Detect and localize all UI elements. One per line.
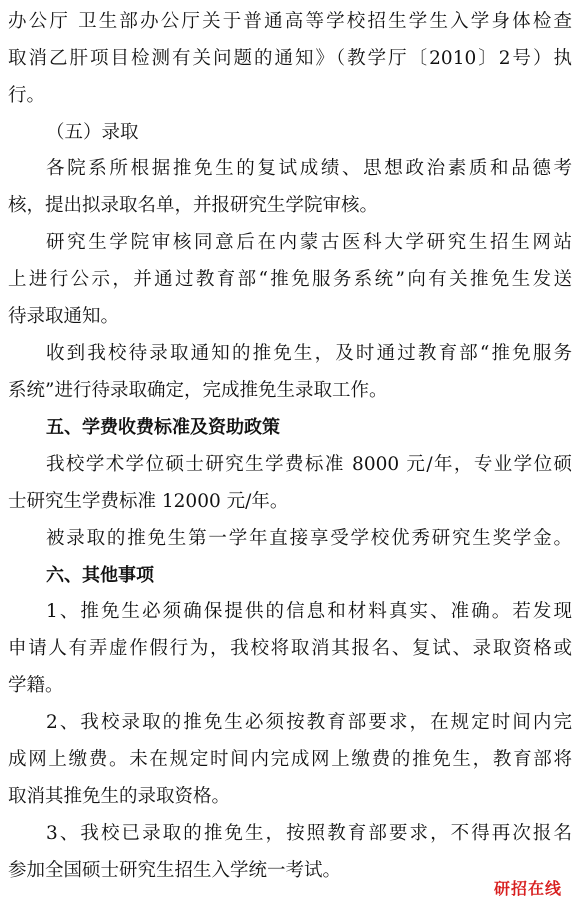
text-line: 成网上缴费。未在规定时间内完成网上缴费的推免生，教育部将 <box>8 749 572 770</box>
text-line: 我校学术学位硕士研究生学费标准 8000 元/年，专业学位硕 <box>46 454 572 475</box>
text-line: 行。 <box>8 85 46 106</box>
text-line: 申请人有弄虚作假行为，我校将取消其报名、复试、录取资格或 <box>8 638 572 659</box>
watermark-logo: 研招在线 <box>493 879 562 898</box>
text-line: 参加全国硕士研究生招生入学统一考试。 <box>8 860 342 881</box>
text-line: 3、我校已录取的推免生，按照教育部要求，不得再次报名 <box>46 823 572 844</box>
text-line: 各院系所根据推免生的复试成绩、思想政治素质和品德考 <box>46 158 572 179</box>
text-line: 研究生学院审核同意后在内蒙古医科大学研究生招生网站 <box>46 232 572 253</box>
text-line: 学籍。 <box>8 675 64 696</box>
text-line: 核，提出拟录取名单，并报研究生学院审核。 <box>8 195 379 216</box>
text-line: 取消乙肝项目检测有关问题的通知》（教学厅〔2010〕2号）执 <box>8 48 572 69</box>
text-line: 上进行公示，并通过教育部“推免服务系统”向有关推免生发送 <box>8 269 572 290</box>
text-line: 办公厅 卫生部办公厅关于普通高等学校招生学生入学身体检查 <box>8 11 572 32</box>
text-line: 待录取通知。 <box>8 306 120 327</box>
text-line: 收到我校待录取通知的推免生，及时通过教育部“推免服务 <box>46 343 572 364</box>
text-line: 系统”进行待录取确定，完成推免生录取工作。 <box>8 380 388 401</box>
text-line: 2、我校录取的推免生必须按教育部要求，在规定时间内完 <box>46 712 572 733</box>
section-subheading: （五）录取 <box>46 122 139 143</box>
section-heading-tuition: 五、学费收费标准及资助政策 <box>46 417 280 438</box>
text-line: 被录取的推免生第一学年直接享受学校优秀研究生奖学金。 <box>46 528 572 549</box>
text-line: 士研究生学费标准 12000 元/年。 <box>8 491 289 512</box>
text-line: 取消其推免生的录取资格。 <box>8 786 231 807</box>
text-line: 1、推免生必须确保提供的信息和材料真实、准确。若发现 <box>46 601 572 622</box>
section-heading-other: 六、其他事项 <box>46 565 154 586</box>
